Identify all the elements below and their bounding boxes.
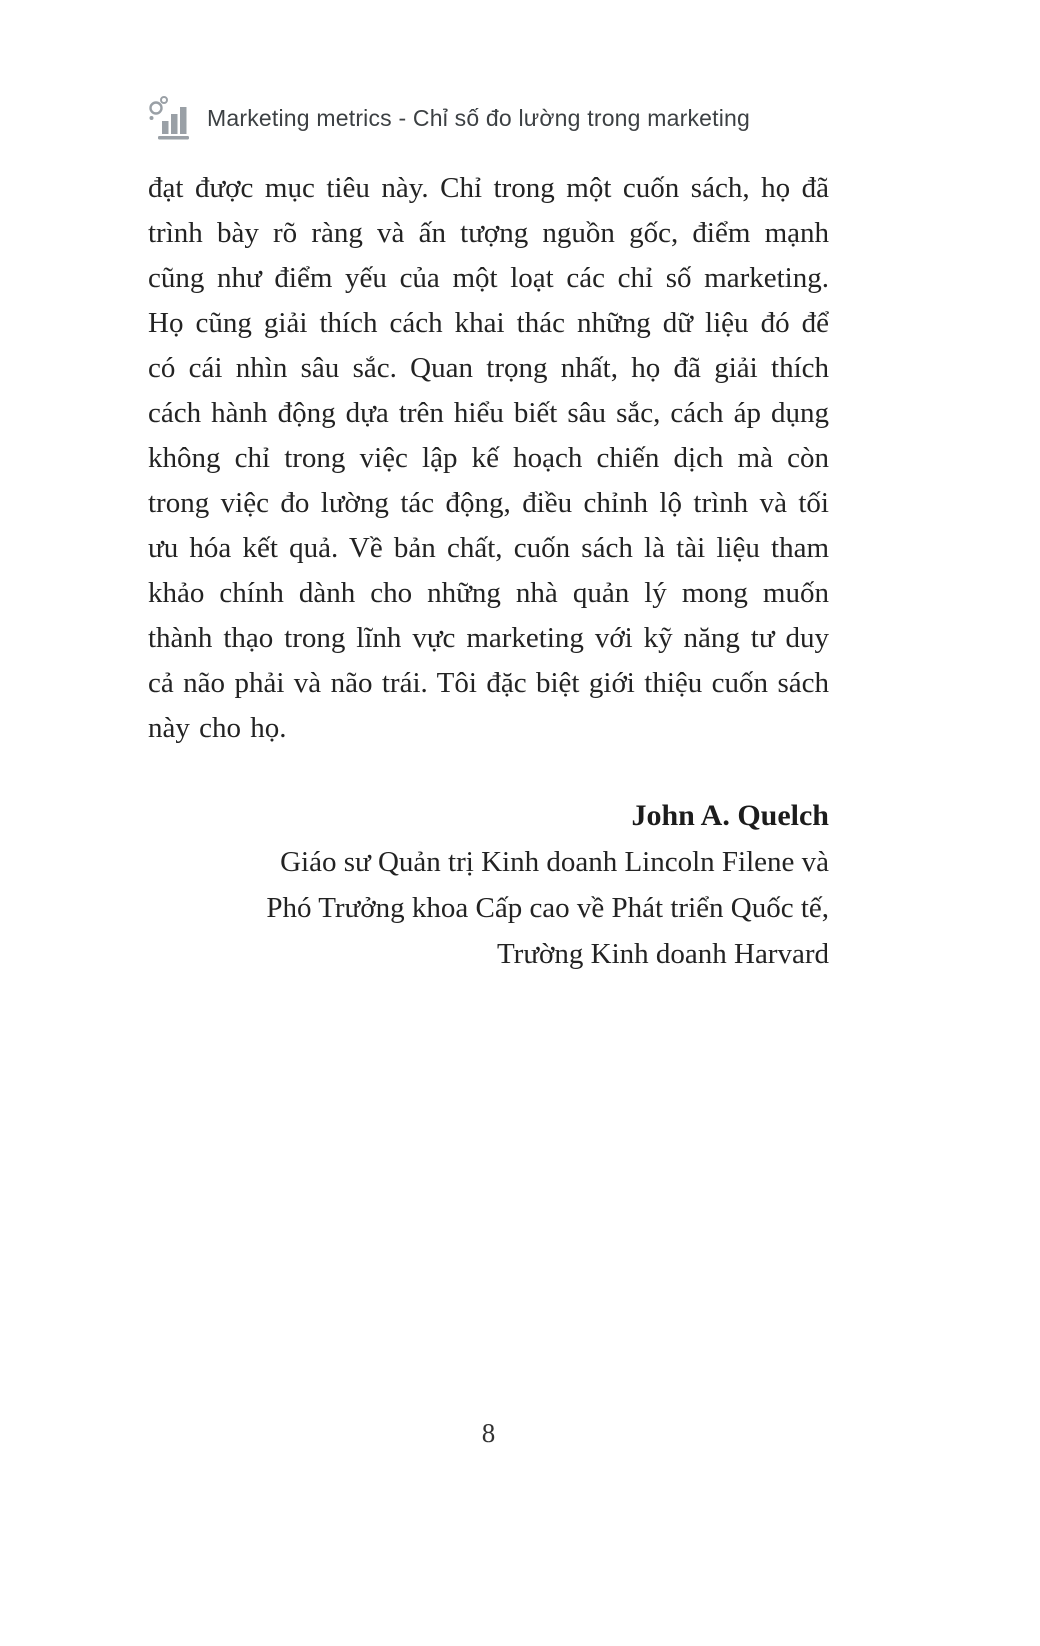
body-paragraph: đạt được mục tiêu này. Chỉ trong một cuốn sách, họ đã trình bày rõ ràng và ấn tượng nguồn gốc, điểm mạnh cũng như điểm yếu của một loạt các chỉ số marketing. Họ cũng giải thích cách khai thác những dữ liệu đó để có cái nhìn sâu sắc. Quan trọng nhất, họ đã giải thích cách hành động dựa trên hiểu biết sâu sắc, cách áp dụng không chỉ trong việc lập kế hoạch chiến dịch mà còn trong việc đo lường tác động, điều chỉnh lộ trình và tối ưu hóa kết quả. Về bản chất, cuốn sách là tài liệu tham khảo chính dành cho những nhà quản lý mong muốn thành thạo trong lĩnh vực marketing với kỹ năng tư duy cả não phải và não trái. Tôi đặc biệt giới thiệu cuốn sách này cho họ. [148,172,829,744]
page-number: 8 [481,1418,496,1448]
signature-title-line-3: Trường Kinh doanh Harvard [496,938,829,970]
signature-title-line-2: Phó Trưởng khoa Cấp cao về Phát triển Quốc tế, [266,892,829,924]
bubbles-bar-chart-icon [146,94,194,142]
signature-title-line-1: Giáo sư Quản trị Kinh doanh Lincoln Filene và [280,846,829,878]
running-header-title: Marketing metrics - Chỉ số đo lường trong marketing [207,104,751,131]
signature-name: John A. Quelch [631,799,829,832]
running-header [146,94,750,142]
page-footer [148,1418,829,1449]
signature-block [148,793,829,977]
page-content [148,166,829,977]
